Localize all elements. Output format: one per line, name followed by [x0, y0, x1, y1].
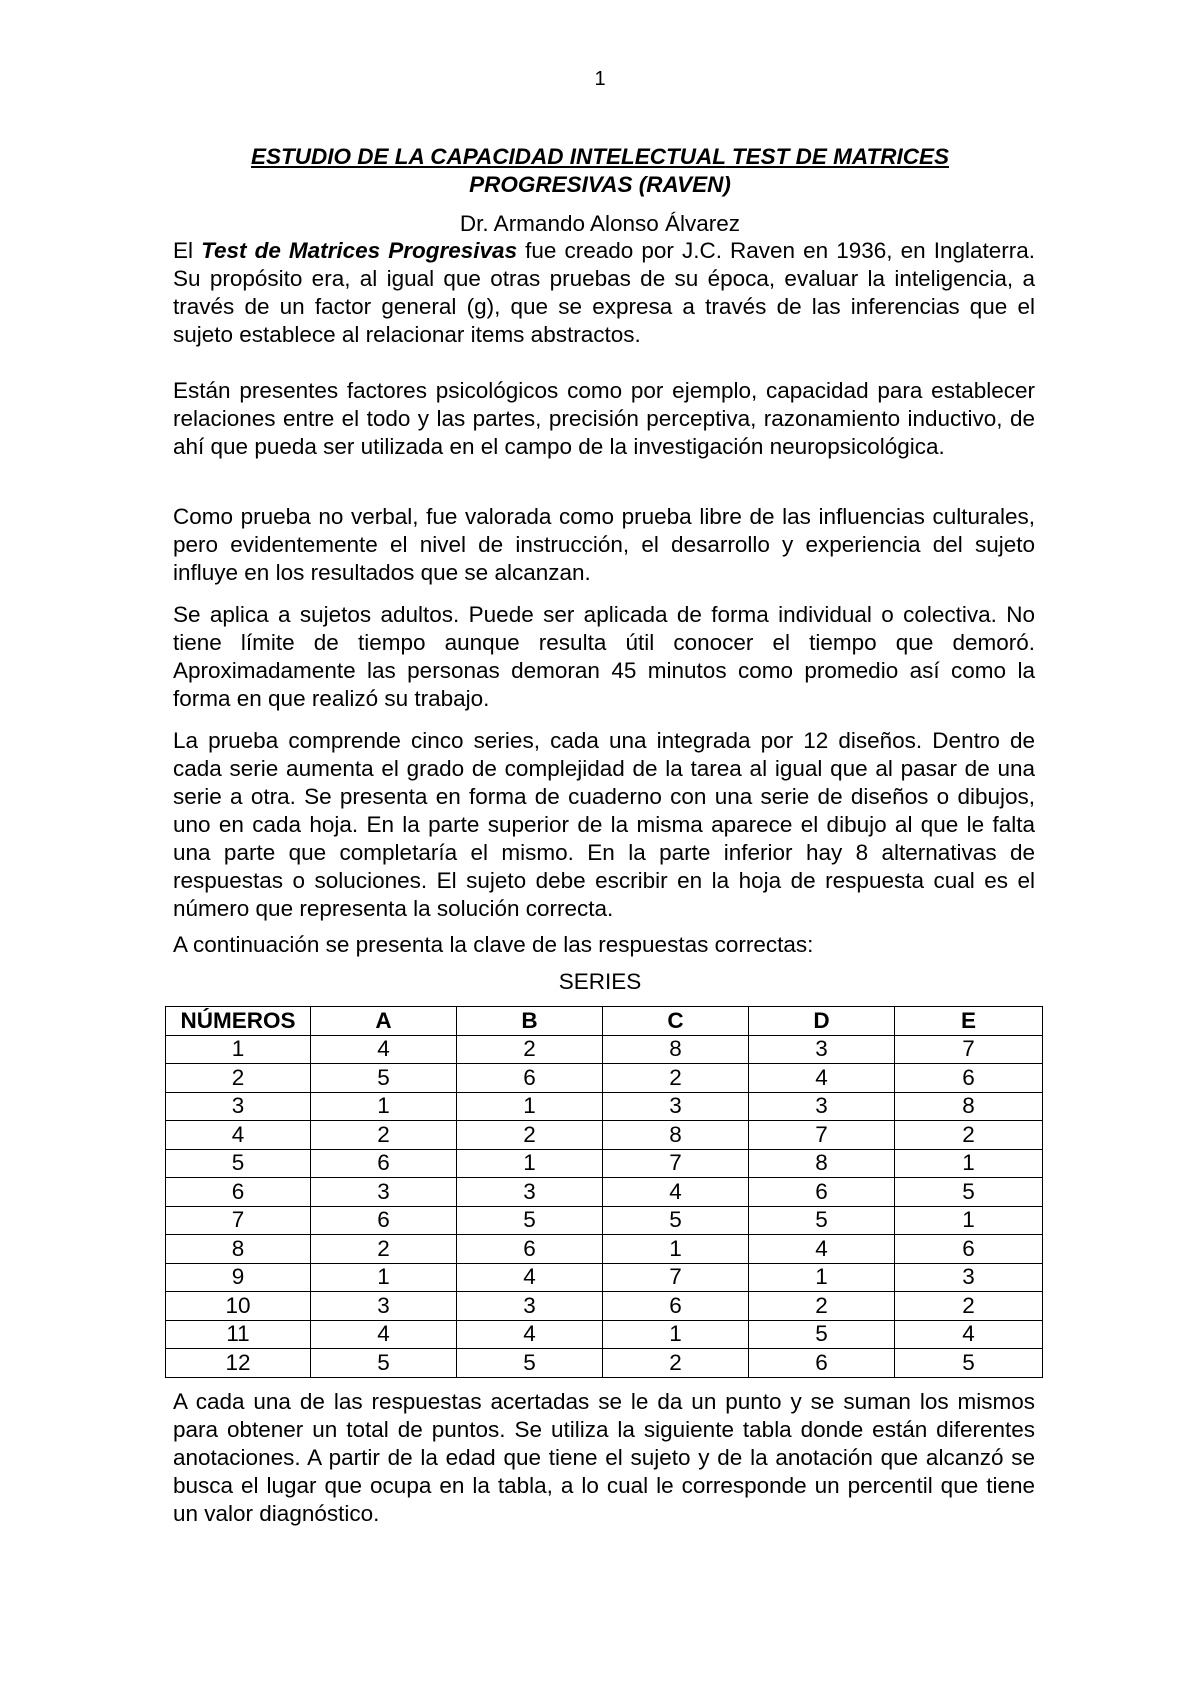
- answer-cell: 6: [457, 1064, 603, 1093]
- paragraph-nonverbal: Como prueba no verbal, fue valorada como prueba libre de las influencias culturales, pero evidentemente el nivel de instrucción, el desarrollo y experiencia del sujeto influye en los resultados que se alcanzan.: [173, 504, 1035, 585]
- table-body: [166, 1035, 1043, 1377]
- header-series-d: D: [749, 1007, 895, 1036]
- answer-cell: 3: [749, 1035, 895, 1064]
- answer-cell: 5: [895, 1178, 1043, 1207]
- row-number-cell: 2: [166, 1064, 311, 1093]
- paragraph-scoring: A cada una de las respuestas acertadas se le da un punto y se suman los mismos para obtener un total de puntos. Se utiliza la siguiente tabla donde están diferentes anotaciones. A partir de la edad que tiene el sujeto y de la anotación que alcanzó se busca el lugar que ocupa en la tabla, a lo cual le corresponde un percentil que tiene un valor diagnóstico.: [173, 1389, 1035, 1526]
- answer-cell: 5: [749, 1320, 895, 1349]
- answer-cell: 6: [311, 1149, 457, 1178]
- table-row: [166, 1092, 1043, 1121]
- table-row: [166, 1263, 1043, 1292]
- row-number-cell: 9: [166, 1263, 311, 1292]
- answer-cell: 4: [457, 1320, 603, 1349]
- answer-cell: 7: [603, 1149, 749, 1178]
- series-label: SERIES: [558, 969, 642, 994]
- answer-cell: 3: [311, 1178, 457, 1207]
- answer-cell: 2: [457, 1035, 603, 1064]
- title-line2: PROGRESIVAS (RAVEN): [469, 172, 731, 197]
- answer-cell: 6: [603, 1292, 749, 1321]
- answer-cell: 4: [749, 1235, 895, 1264]
- paragraph-structure: La prueba comprende cinco series, cada una integrada por 12 diseños. Dentro de cada serie aumenta el grado de complejidad de la tarea al igual que al pasar de una serie a otra. Se presenta en forma de cuaderno con una serie de diseños o dibujos, uno en cada hoja. En la parte superior de la misma aparece el dibujo al que le falta una parte que completaría el mismo. En la parte inferior hay 8 alternativas de respuestas o soluciones. El sujeto debe escribir en la hoja de respuesta cual es el número que representa la solución correcta.: [173, 728, 1035, 921]
- row-number-cell: 3: [166, 1092, 311, 1121]
- answer-cell: 4: [311, 1035, 457, 1064]
- answer-cell: 5: [457, 1349, 603, 1378]
- title-rest-line1: TEST DE MATRICES: [725, 144, 949, 169]
- answer-cell: 2: [895, 1121, 1043, 1150]
- answer-cell: 6: [457, 1235, 603, 1264]
- table-row: [166, 1235, 1043, 1264]
- table-row: [166, 1320, 1043, 1349]
- table-row: [166, 1121, 1043, 1150]
- paragraph-application: Se aplica a sujetos adultos. Puede ser aplicada de forma individual o colectiva. No tiene límite de tiempo aunque resulta útil conocer el tiempo que demoró. Aproximadamente las personas demoran 45 minutos como promedio así como la forma en que realizó su trabajo.: [173, 602, 1035, 711]
- answer-cell: 5: [603, 1206, 749, 1235]
- header-series-e: E: [895, 1007, 1043, 1036]
- answer-cell: 6: [895, 1064, 1043, 1093]
- answer-cell: 1: [311, 1263, 457, 1292]
- answer-cell: 2: [457, 1121, 603, 1150]
- answer-cell: 2: [603, 1349, 749, 1378]
- answer-cell: 4: [311, 1320, 457, 1349]
- answer-cell: 1: [895, 1149, 1043, 1178]
- answer-cell: 3: [457, 1178, 603, 1207]
- answer-cell: 1: [311, 1092, 457, 1121]
- answer-cell: 4: [457, 1263, 603, 1292]
- answer-cell: 1: [457, 1149, 603, 1178]
- test-name-bold: Test de Matrices Progresivas: [201, 238, 518, 263]
- answer-cell: 6: [749, 1349, 895, 1378]
- answer-cell: 2: [311, 1235, 457, 1264]
- answer-cell: 2: [895, 1292, 1043, 1321]
- answer-cell: 2: [749, 1292, 895, 1321]
- row-number-cell: 1: [166, 1035, 311, 1064]
- paragraph-intro: [173, 237, 1035, 349]
- author: Dr. Armando Alonso Álvarez: [459, 211, 741, 236]
- answer-cell: 6: [311, 1206, 457, 1235]
- row-number-cell: 6: [166, 1178, 311, 1207]
- answer-cell: 6: [749, 1178, 895, 1207]
- answer-cell: 1: [603, 1235, 749, 1264]
- answer-key-table: [165, 1006, 1043, 1378]
- answer-cell: 2: [311, 1121, 457, 1150]
- page-number: 1: [594, 68, 606, 90]
- header-series-b: B: [457, 1007, 603, 1036]
- table-row: [166, 1349, 1043, 1378]
- table-header-row: [166, 1007, 1043, 1036]
- answer-cell: 4: [603, 1178, 749, 1207]
- answer-cell: 8: [895, 1092, 1043, 1121]
- answer-cell: 7: [749, 1121, 895, 1150]
- row-number-cell: 12: [166, 1349, 311, 1378]
- answer-cell: 4: [895, 1320, 1043, 1349]
- answer-cell: 1: [603, 1320, 749, 1349]
- answer-cell: 4: [749, 1064, 895, 1093]
- answer-cell: 3: [311, 1292, 457, 1321]
- answer-cell: 8: [749, 1149, 895, 1178]
- table-row: [166, 1178, 1043, 1207]
- table-row: [166, 1206, 1043, 1235]
- answer-cell: 5: [311, 1064, 457, 1093]
- p1-after: fue creado por J.C. Raven en 1936, en Inglaterra. Su propósito era, al igual que otras pruebas de su época, evaluar la inteligencia, a través de un factor general (g), que se expresa a través de las inferencias que el sujeto establece al relacionar items abstractos.: [173, 238, 1035, 347]
- title-underlined: ESTUDIO DE LA CAPACIDAD INTELECTUAL: [251, 144, 726, 169]
- answer-cell: 3: [749, 1092, 895, 1121]
- header-numeros: NÚMEROS: [166, 1007, 311, 1036]
- row-number-cell: 10: [166, 1292, 311, 1321]
- header-series-a: A: [311, 1007, 457, 1036]
- answer-cell: 2: [603, 1064, 749, 1093]
- row-number-cell: 4: [166, 1121, 311, 1150]
- answer-cell: 7: [895, 1035, 1043, 1064]
- answer-cell: 7: [603, 1263, 749, 1292]
- table-row: [166, 1035, 1043, 1064]
- row-number-cell: 8: [166, 1235, 311, 1264]
- table-row: [166, 1064, 1043, 1093]
- answer-cell: 6: [895, 1235, 1043, 1264]
- row-number-cell: 5: [166, 1149, 311, 1178]
- header-series-c: C: [603, 1007, 749, 1036]
- answer-cell: 3: [895, 1263, 1043, 1292]
- row-number-cell: 11: [166, 1320, 311, 1349]
- answer-cell: 5: [895, 1349, 1043, 1378]
- table-row: [166, 1149, 1043, 1178]
- answer-cell: 1: [749, 1263, 895, 1292]
- row-number-cell: 7: [166, 1206, 311, 1235]
- answer-cell: 8: [603, 1121, 749, 1150]
- answer-cell: 3: [457, 1292, 603, 1321]
- answer-cell: 1: [895, 1206, 1043, 1235]
- paragraph-factors: Están presentes factores psicológicos como por ejemplo, capacidad para establecer relaciones entre el todo y las partes, precisión perceptiva, razonamiento inductivo, de ahí que pueda ser utilizada en el campo de la investigación neuropsicológica.: [173, 378, 1035, 459]
- answer-cell: 5: [749, 1206, 895, 1235]
- document-title: [0, 143, 1200, 199]
- answer-cell: 5: [457, 1206, 603, 1235]
- paragraph-key-intro: A continuación se presenta la clave de las respuestas correctas:: [173, 932, 814, 957]
- answer-cell: 1: [457, 1092, 603, 1121]
- p1-before: El: [173, 238, 202, 263]
- answer-cell: 3: [603, 1092, 749, 1121]
- answer-cell: 8: [603, 1035, 749, 1064]
- answer-cell: 5: [311, 1349, 457, 1378]
- table-row: [166, 1292, 1043, 1321]
